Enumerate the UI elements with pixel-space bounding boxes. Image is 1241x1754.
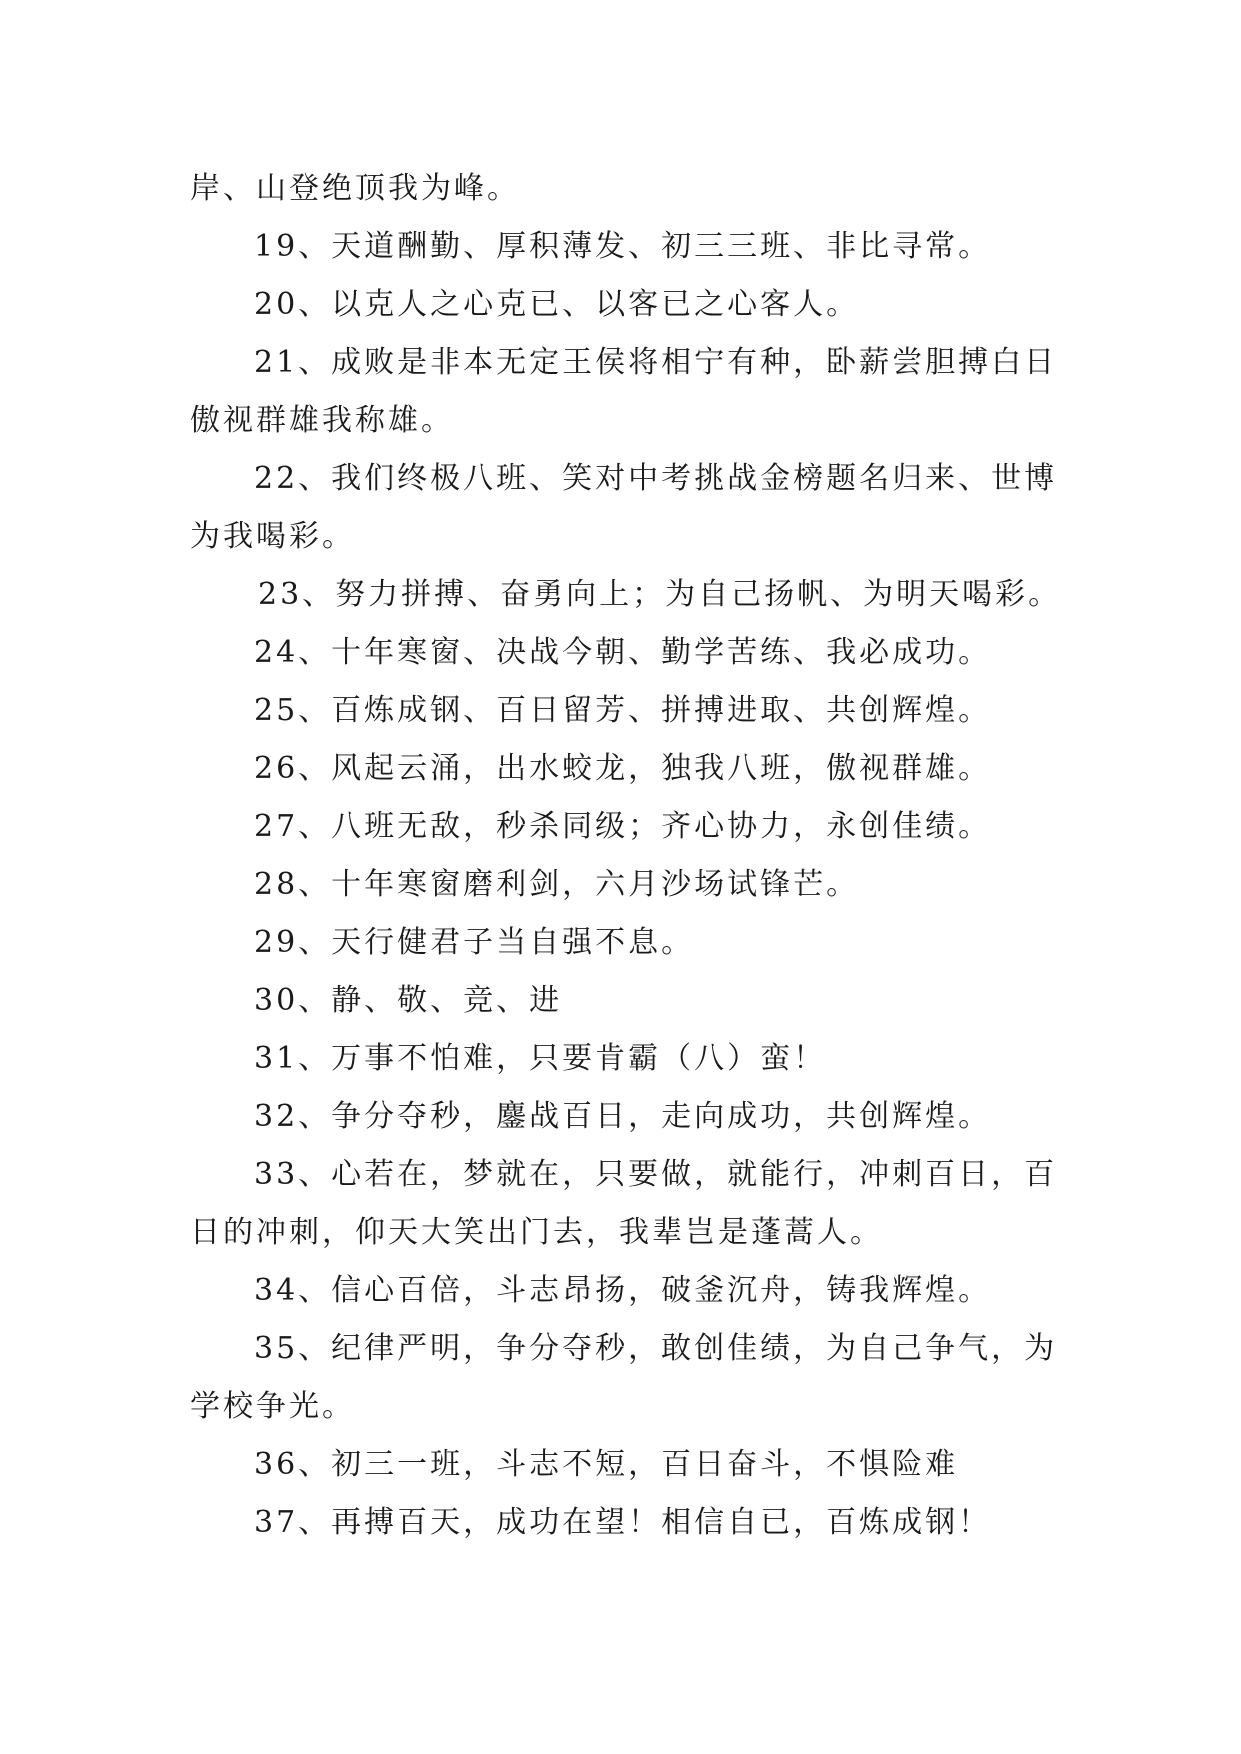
paragraph-continuation: 岸、山登绝顶我为峰。 [190, 171, 520, 206]
document-body [190, 160, 1090, 1552]
paragraph-31: 31、万事不怕难，只要肯霸（八）蛮！ [254, 1041, 827, 1076]
paragraph-32: 32、争分夺秒，鏖战百日，走向成功，共创辉煌。 [254, 1099, 992, 1134]
paragraph-33: 33、心若在，梦就在，只要做，就能行，冲刺百日，百日的冲刺，仰天大笑出门去，我辈岂是蓬蒿人。 [190, 1157, 1058, 1250]
paragraph-22: 22、我们终极八班、笑对中考挑战金榜题名归来、世博为我喝彩。 [190, 461, 1058, 554]
paragraph-35: 35、纪律严明，争分夺秒，敢创佳绩，为自己争气，为学校争光。 [190, 1331, 1058, 1424]
paragraph-36: 36、初三一班，斗志不短，百日奋斗，不惧险难 [254, 1447, 959, 1482]
paragraph-26: 26、风起云涌，出水蛟龙，独我八班，傲视群雄。 [254, 751, 992, 786]
paragraph-30: 30、静、敬、竞、进 [254, 983, 563, 1018]
paragraph-20: 20、以克人之心克已、以客已之心客人。 [254, 287, 860, 322]
paragraph-23: 23、努力拼搏、奋勇向上；为自己扬帆、为明天喝彩。 [258, 577, 1062, 612]
paragraph-28: 28、十年寒窗磨利剑，六月沙场试锋芒。 [254, 867, 860, 902]
paragraph-21: 21、成败是非本无定王侯将相宁有种，卧薪尝胆搏白日傲视群雄我称雄。 [190, 345, 1058, 438]
paragraph-34: 34、信心百倍，斗志昂扬，破釜沉舟，铸我辉煌。 [254, 1273, 992, 1308]
paragraph-25: 25、百炼成钢、百日留芳、拼搏进取、共创辉煌。 [254, 693, 992, 728]
paragraph-24: 24、十年寒窗、决战今朝、勤学苦练、我必成功。 [254, 635, 992, 670]
paragraph-19: 19、天道酬勤、厚积薄发、初三三班、非比寻常。 [254, 229, 992, 264]
paragraph-29: 29、天行健君子当自强不息。 [254, 925, 695, 960]
paragraph-27: 27、八班无敌，秒杀同级；齐心协力，永创佳绩。 [254, 809, 992, 844]
paragraph-37: 37、再搏百天，成功在望！相信自已，百炼成钢！ [254, 1505, 992, 1540]
